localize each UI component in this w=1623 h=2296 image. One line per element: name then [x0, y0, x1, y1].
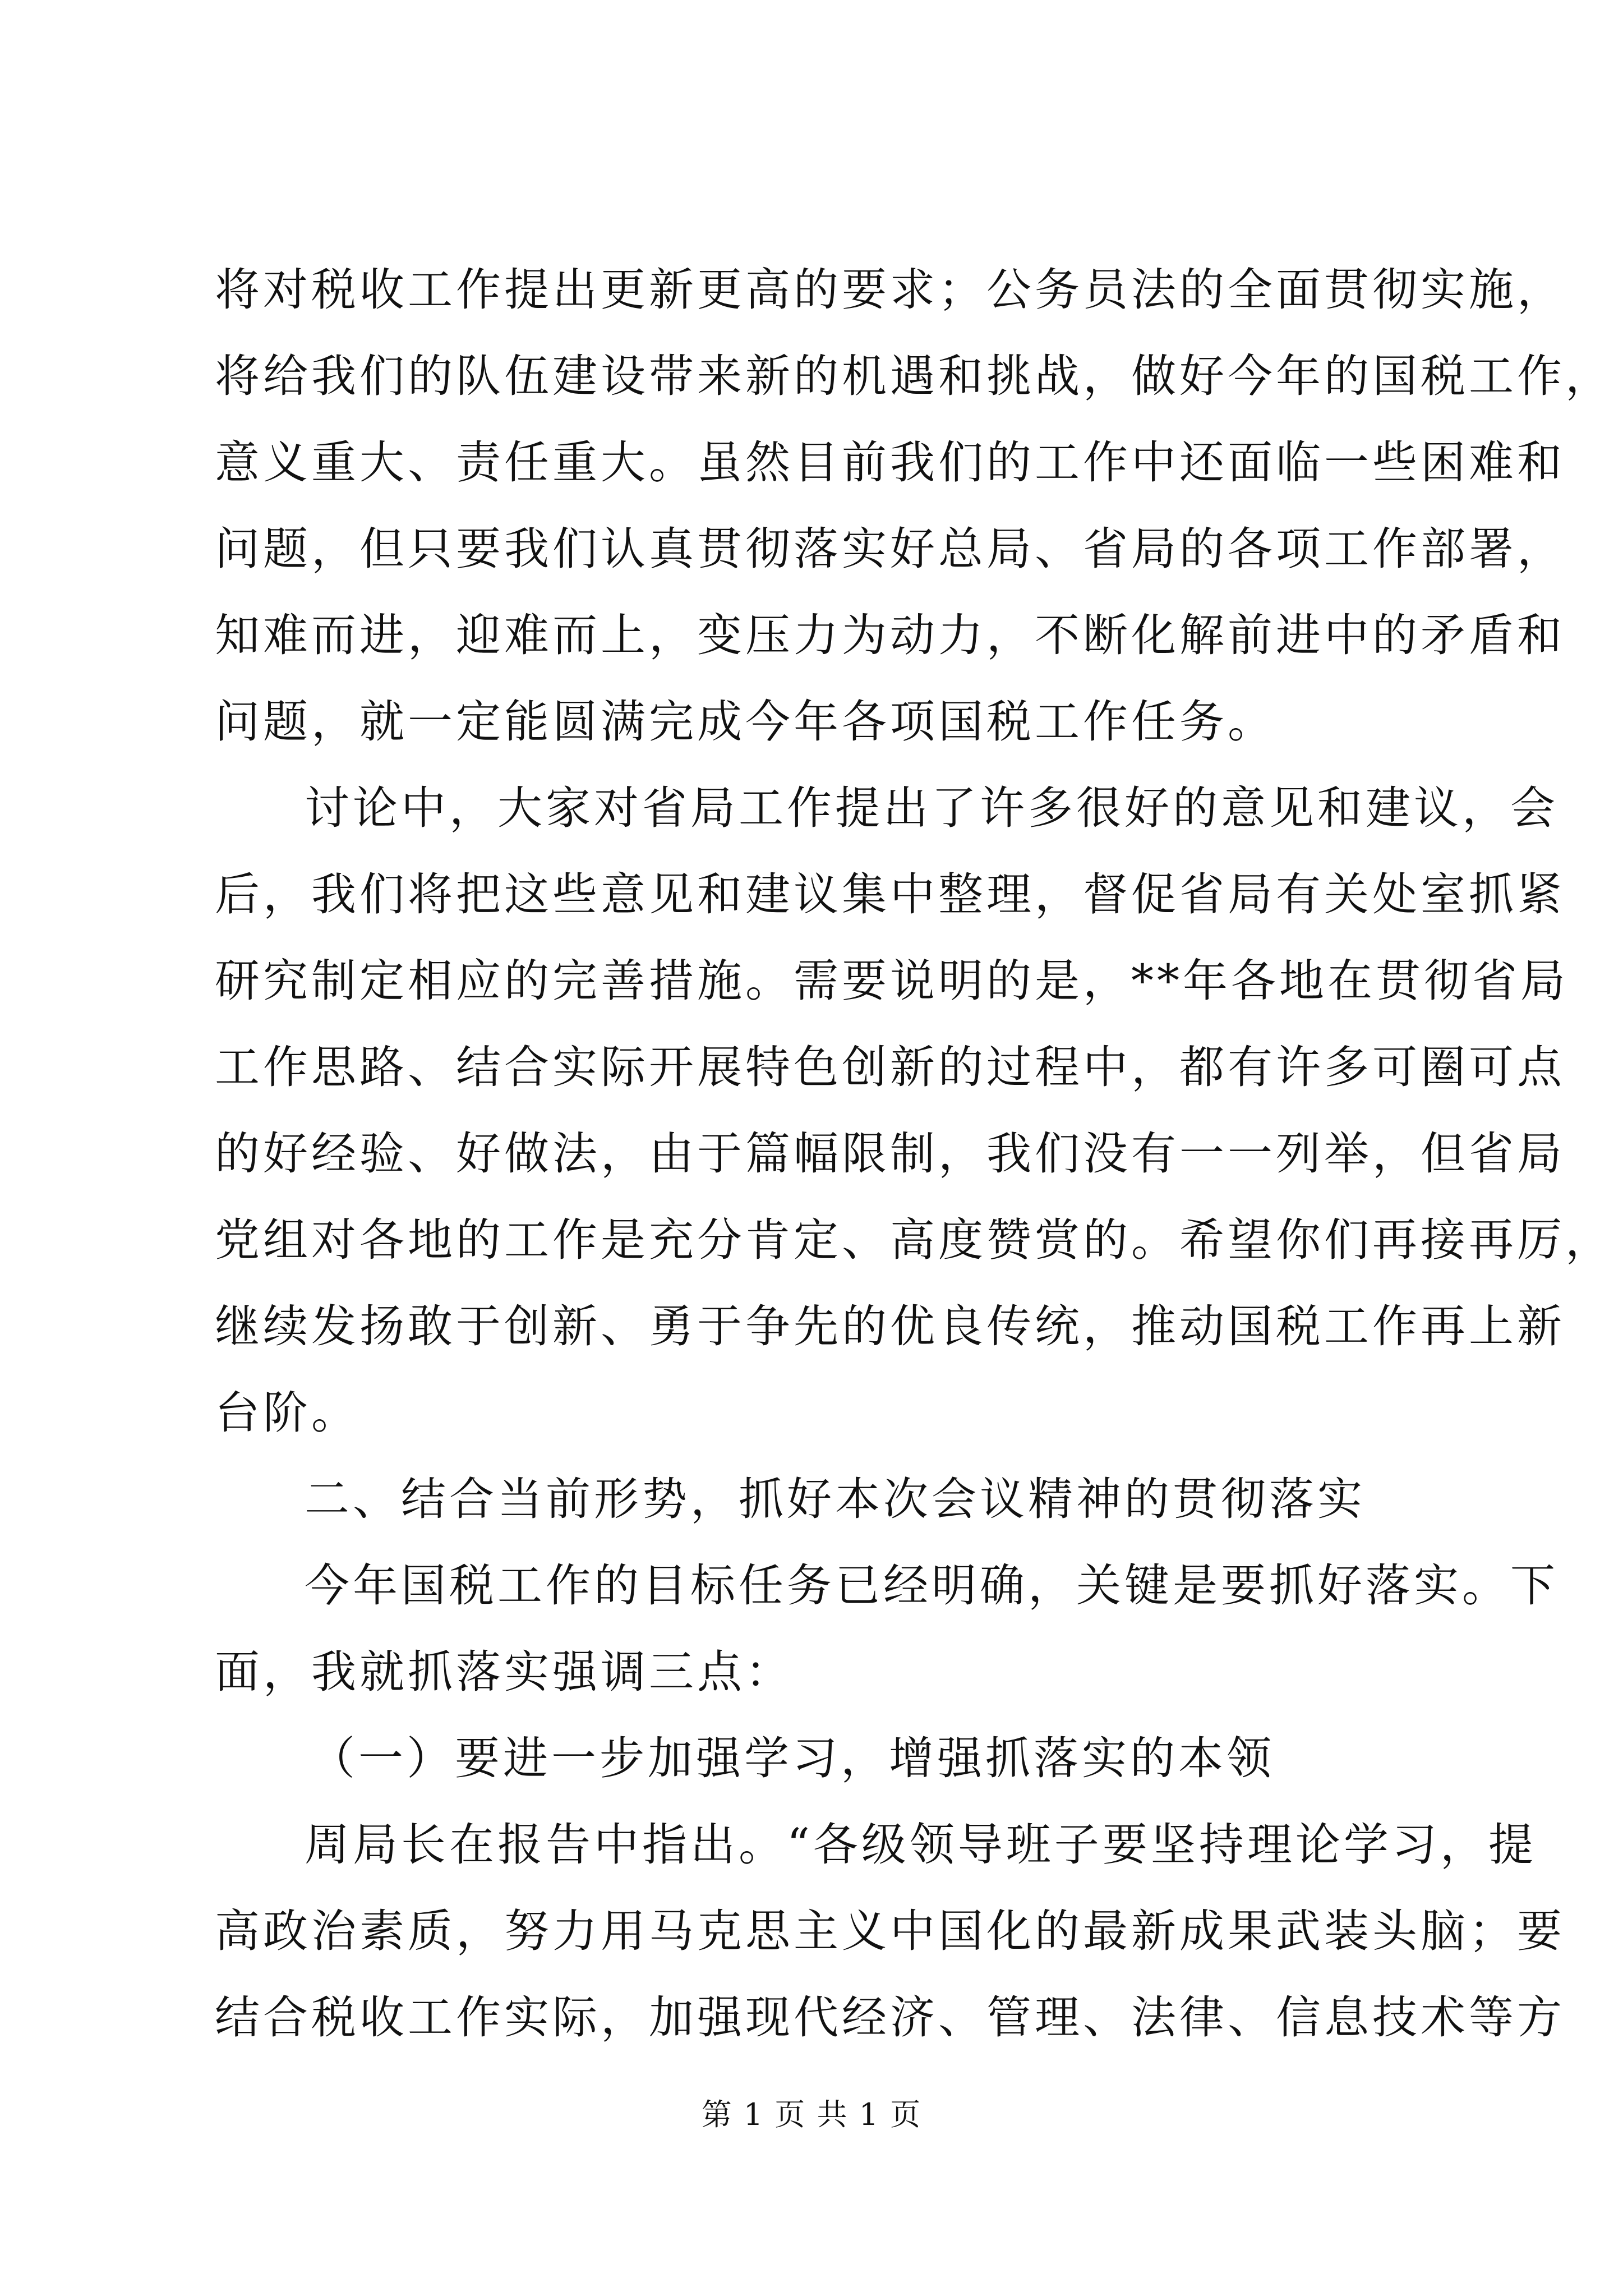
- paragraph-line: 今年国税工作的目标任务已经明确，关键是要抓好落实。下: [305, 1559, 1559, 1612]
- paragraph-line: 将对税收工作提出更新更高的要求；公务员法的全面贯彻实施，: [215, 264, 1565, 316]
- paragraph-line: 工作思路、结合实际开展特色创新的过程中，都有许多可圈可点: [215, 1041, 1565, 1093]
- paragraph-line: 继续发扬敢于创新、勇于争先的优良传统，推动国税工作再上新: [215, 1300, 1565, 1352]
- document-body: [215, 247, 1613, 2061]
- paragraph-line: 问题，但只要我们认真贯彻落实好总局、省局的各项工作部署，: [215, 523, 1565, 575]
- paragraph-line: 意义重大、责任重大。虽然目前我们的工作中还面临一些困难和: [215, 436, 1565, 489]
- paragraph-line: 研究制定相应的完善措施。需要说明的是，**年各地在贯彻省局: [215, 955, 1569, 1007]
- paragraph-line: 台阶。: [215, 1387, 359, 1439]
- paragraph-line: 后，我们将把这些意见和建议集中整理，督促省局有关处室抓紧: [215, 868, 1565, 921]
- paragraph-line: 讨论中，大家对省局工作提出了许多很好的意见和建议，会: [305, 782, 1559, 834]
- paragraph-line: 问题，就一定能圆满完成今年各项国税工作任务。: [215, 696, 1276, 748]
- paragraph-line: 结合税收工作实际，加强现代经济、管理、法律、信息技术等方: [215, 1991, 1565, 2044]
- page-footer: 第 1 页 共 1 页: [701, 2097, 922, 2132]
- paragraph-line: 的好经验、好做法，由于篇幅限制，我们没有一一列举，但省局: [215, 1128, 1565, 1180]
- paragraph-line: 将给我们的队伍建设带来新的机遇和挑战，做好今年的国税工作，: [215, 350, 1613, 402]
- paragraph-line: 高政治素质，努力用马克思主义中国化的最新成果武装头脑；要: [215, 1905, 1565, 1957]
- paragraph-line: 党组对各地的工作是充分肯定、高度赞赏的。希望你们再接再厉，: [215, 1214, 1613, 1266]
- paragraph-line: 面，我就抓落实强调三点：: [215, 1646, 794, 1698]
- subsection-heading: （一）要进一步加强学习，增强抓落实的本领: [310, 1732, 1275, 1784]
- paragraph-line: 周局长在报告中指出。“各级领导班子要坚持理论学习，提: [305, 1819, 1537, 1871]
- paragraph-line: 知难而进，迎难而上，变压力为动力，不断化解前进中的矛盾和: [215, 609, 1565, 661]
- section-heading: 二、结合当前形势，抓好本次会议精神的贯彻落实: [305, 1473, 1366, 1525]
